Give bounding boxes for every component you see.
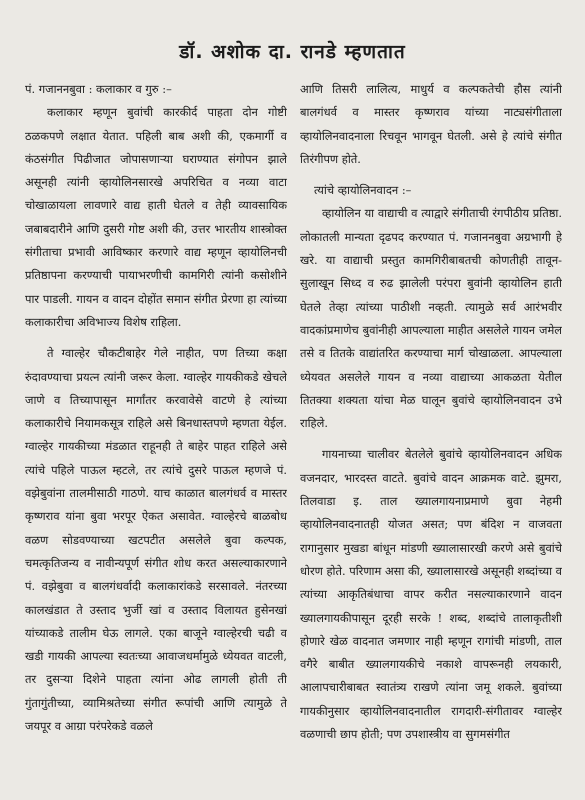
paragraph: गायनाच्या चालीवर बेतलेले बुवांचे व्हायोलिनवादन अधिक वजनदार, भारदस्त वाटते. बुवांचे वादन आक्रमक वाटे. झुमरा, तिलवाडा इ. ताल ख्यालगायनाप्रमाणे बुवा नेहमी व्हायोलिनवादनातही योजत असत; पण बंदिश न वाजवता रागानुसार मुखडा बांधून मांडणी ख्यालासारखी करणे असे बुवांचे धोरण होते. परिणाम असा की, ख्यालासारखे असूनही शब्दांच्या व त्यांच्या आकृतिबंधाचा वापर करीत नसल्याकारणाने वादन ख्यालगायकीपासून दूरही सरके ! शब्द, शब्दांचे तालाकृतीशी होणारे खेळ वादनात जमणार नाही म्हणून रागांची मांडणी, ताल वगैरे बाबीत ख्यालगायकीचे नकाशे वापरूनही लयकारी, आलापचारीबाबत स्वातंत्र्य राखणे त्यांना जमू शकले. बुवांच्या गायकीनुसार व्हायोलिनवादनातील रागदारी-संगीतावर ग्वाल्हेर वळणाची छाप होती; पण उपशास्त्रीय वा सुगमसंगीत xyxy=(300,447,562,742)
paragraph-continuation: आणि तिसरी लालित्य, माधुर्य व कल्पकतेची हौस त्यांनी बालगंधर्व व मास्तर कृष्णराव यांच्या नाट्यसंगीताला व्हायोलिनवादनाला रिचवून भागवून घेतली. असे हे त्यांचे संगीत तिरंगीपण होते. xyxy=(300,82,562,166)
left-column xyxy=(25,78,287,794)
section-heading-gajananbuva: पं. गजाननबुवा : कलाकार व गुरु :– xyxy=(25,82,172,96)
paragraph: कलाकार म्हणून बुवांची कारकीर्द पाहता दोन गोष्टी ठळकपणे लक्षात येतात. पहिली बाब अशी की, एकमार्गी व कंठसंगीत पिढीजात जोपासणाऱ्या घराण्यात संगोपन झाले असूनही त्यांनी व्हायोलिनसारखे अपरिचित व नव्या वाटा चोखाळायला लावणारे वाद्य हाती घेतले व तेही व्यावसायिक जबाबदारीने आणि दुसरी गोष्ट अशी की, उत्तर भारतीय शास्त्रोक्त संगीताचा प्रभावी आविष्कार करणारे वाद्य म्हणून व्हायोलिनची प्रतिष्ठापना करण्याची पायाभरणीची कामगिरी त्यांनी कसोशीने पार पाडली. गायन व वादन दोहोंत समान संगीत प्रेरणा हा त्यांच्या कलाकारीचा अविभाज्य विशेष राहिला. xyxy=(25,105,287,329)
paragraph: व्हायोलिन या वाद्याची व त्याद्वारे संगीताची रंगपीठीय प्रतिष्ठा. लोकातली मान्यता दृढपद करण्यात पं. गजाननबुवा अग्रभागी हे खरे. या वाद्याची प्रस्तुत कामगिरीबाबतची कोणतीही तावून-सुलाखून सिध्द व रुढ झालेली परंपरा बुवांनी व्हायोलिन हाती घेतले तेव्हा त्यांच्या पाठीशी नव्हती. त्यामुळे सर्व आरंभवीर वादकांप्रमाणेच बुवांनीही आपल्याला माहीत असलेले गायन जमेल तसे व तितके वाद्यांतरित करण्याचा मार्ग चोखाळला. आपल्याला ध्येयवत असलेले गायन व नव्या वाद्याच्या आकळता येतील तितक्या शक्यता यांचा मेळ घालून बुवांचे व्हायोलिनवादन उभे राहिले. xyxy=(300,206,562,431)
page-title: डॉ. अशोक दा. रानडे म्हणतात xyxy=(179,41,406,63)
paragraph: ते ग्वाल्हेर चौकटीबाहेर गेले नाहीत, पण तिच्या कक्षा रुंदावण्याचा प्रयत्न त्यांनी जरूर केला. ग्वाल्हेर गायकीकडे खेचले जाणे व तिच्यापासून मार्गांतर करवावेसे वाटणे हे त्यांच्या कलाकारीचे नियामकसूत्र राहिले असे बिनधास्तपणे म्हणता येईल. ग्वाल्हेर गायकीच्या मंडळात राहूनही ते बाहेर पाहत राहिले असे त्यांचे पहिले पाऊल म्हटले, तर त्यांचे दुसरे पाऊल म्हणजे पं. वझेबुवांना तालमीसाठी गाठणे. याच काळात बालगंधर्व व मास्तर कृष्णराव यांना बुवा भरपूर ऐकत असावेत. ग्वाल्हेरचे बाळबोध वळण सोडवण्याच्या खटपटीत असलेले बुवा कल्पक, चमत्कृतिजन्य व नावीन्यपूर्ण संगीत शोध करत असल्याकारणाने पं. वझेबुवा व बालगंधर्वादी कलाकारांकडे सरसावले. नंतरच्या कालखंडात ते उस्ताद भुर्जी खां व उस्ताद विलायत हुसेनखां यांच्याकडे तालीम घेऊ लागले. एका बाजूने ग्वाल्हेरची चढी व खडी गायकी आपल्या स्वतःच्या आवाजधर्मामुळे ध्येयवत वाटली, तर दुसऱ्या दिशेने पाहता त्यांना ओढ लागली होती ती गुंतागुंतीच्या, व्यामिश्रतेच्या संगीत रूपांची आणि त्यामुळे ते जयपूर व आग्रा परंपरेकडे वळले xyxy=(25,346,287,734)
right-column xyxy=(300,78,562,794)
section-heading-violin-playing: त्यांचे व्हायोलिनवादन :– xyxy=(314,183,412,198)
